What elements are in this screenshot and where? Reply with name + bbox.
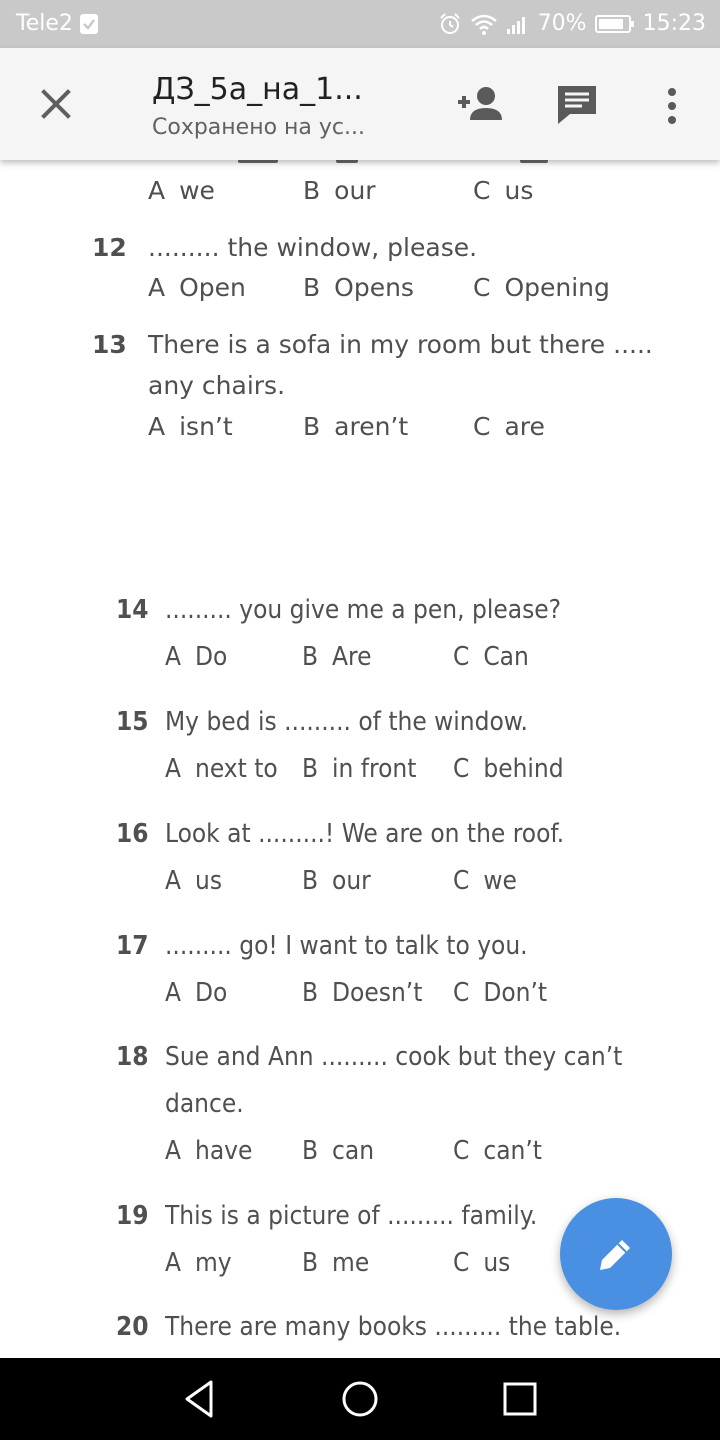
add-person-icon: [456, 84, 504, 124]
carrier-name: Tele2: [16, 11, 73, 36]
question-text: There are many books ......... the table.: [165, 1312, 622, 1342]
option: A have: [165, 1136, 253, 1166]
cut-off-line: [0, 160, 720, 174]
question-number: 14: [116, 595, 149, 625]
option: B Opens: [303, 273, 414, 302]
question-text-continued: any chairs.: [148, 371, 286, 400]
option: A next to: [165, 754, 278, 784]
recents-icon: [499, 1378, 541, 1420]
home-icon: [339, 1378, 381, 1420]
battery-percent: 70%: [537, 11, 587, 36]
question-text: Sue and Ann ......... cook but they can’t: [165, 1042, 623, 1072]
wifi-icon: [470, 13, 498, 35]
option: C behind: [453, 754, 564, 784]
option: A Do: [165, 642, 228, 672]
question-number: 16: [116, 819, 149, 849]
document-title: ДЗ_5а_на_1...: [152, 72, 363, 107]
option: C Don’t: [453, 978, 548, 1008]
home-button[interactable]: [339, 1378, 381, 1420]
question-number: 20: [116, 1312, 149, 1342]
question-text: This is a picture of ......... family.: [165, 1201, 538, 1231]
signal-icon: [506, 13, 530, 35]
save-status: Сохранено на ус...: [152, 115, 365, 140]
pencil-icon: [596, 1234, 636, 1274]
option: A us: [165, 866, 223, 896]
option: B Doesn’t: [302, 978, 423, 1008]
option: A Do: [165, 978, 228, 1008]
option: A isn’t: [148, 412, 233, 441]
option: C we: [453, 866, 517, 896]
more-vertical-icon: [660, 86, 684, 126]
question-number: 19: [116, 1201, 149, 1231]
option: A Open: [148, 273, 246, 302]
status-right: [438, 11, 706, 36]
option: B Are: [302, 642, 372, 672]
back-button[interactable]: [179, 1378, 221, 1420]
question-text: ......... you give me a pen, please?: [165, 595, 562, 625]
option: C are: [473, 412, 545, 441]
question-text: ......... the window, please.: [148, 233, 478, 262]
question-number: 18: [116, 1042, 149, 1072]
option: B our: [303, 176, 376, 205]
question-number: 13: [92, 330, 127, 359]
option: B in front: [302, 754, 417, 784]
question-number: 17: [116, 931, 149, 961]
status-left: [16, 11, 99, 36]
option: A we: [148, 176, 215, 205]
option: A my: [165, 1248, 232, 1278]
option: B me: [302, 1248, 370, 1278]
document-view[interactable]: [0, 160, 720, 1358]
close-button[interactable]: [36, 84, 76, 124]
option: C Can: [453, 642, 529, 672]
option: C can’t: [453, 1136, 542, 1166]
back-icon: [179, 1378, 221, 1420]
question-text: There is a sofa in my room but there .....: [148, 330, 653, 359]
option: B our: [302, 866, 371, 896]
option: C us: [473, 176, 534, 205]
sim-card-icon: [79, 13, 99, 35]
app-bar: [0, 48, 720, 160]
add-person-button[interactable]: [456, 84, 504, 129]
status-bar: [0, 0, 720, 48]
battery-icon: [595, 14, 635, 34]
alarm-icon: [438, 12, 462, 36]
question-text: Look at .........! We are on the roof.: [165, 819, 565, 849]
navigation-bar: [0, 1358, 720, 1440]
question-text: My bed is ......... of the window.: [165, 707, 528, 737]
document-titles: [152, 70, 422, 144]
edit-fab-button[interactable]: [560, 1198, 672, 1310]
more-options-button[interactable]: [660, 86, 684, 131]
comment-icon: [556, 84, 598, 126]
option: C Opening: [473, 273, 610, 302]
option: B aren’t: [303, 412, 409, 441]
recents-button[interactable]: [499, 1378, 541, 1420]
option: C us: [453, 1248, 511, 1278]
question-number: 12: [92, 233, 127, 262]
question-number: 15: [116, 707, 149, 737]
comments-button[interactable]: [556, 84, 598, 131]
question-text-continued: dance.: [165, 1089, 244, 1119]
question-text: ......... go! I want to talk to you.: [165, 931, 528, 961]
close-icon: [36, 84, 76, 124]
clock: 15:23: [642, 11, 706, 36]
option: B can: [302, 1136, 375, 1166]
